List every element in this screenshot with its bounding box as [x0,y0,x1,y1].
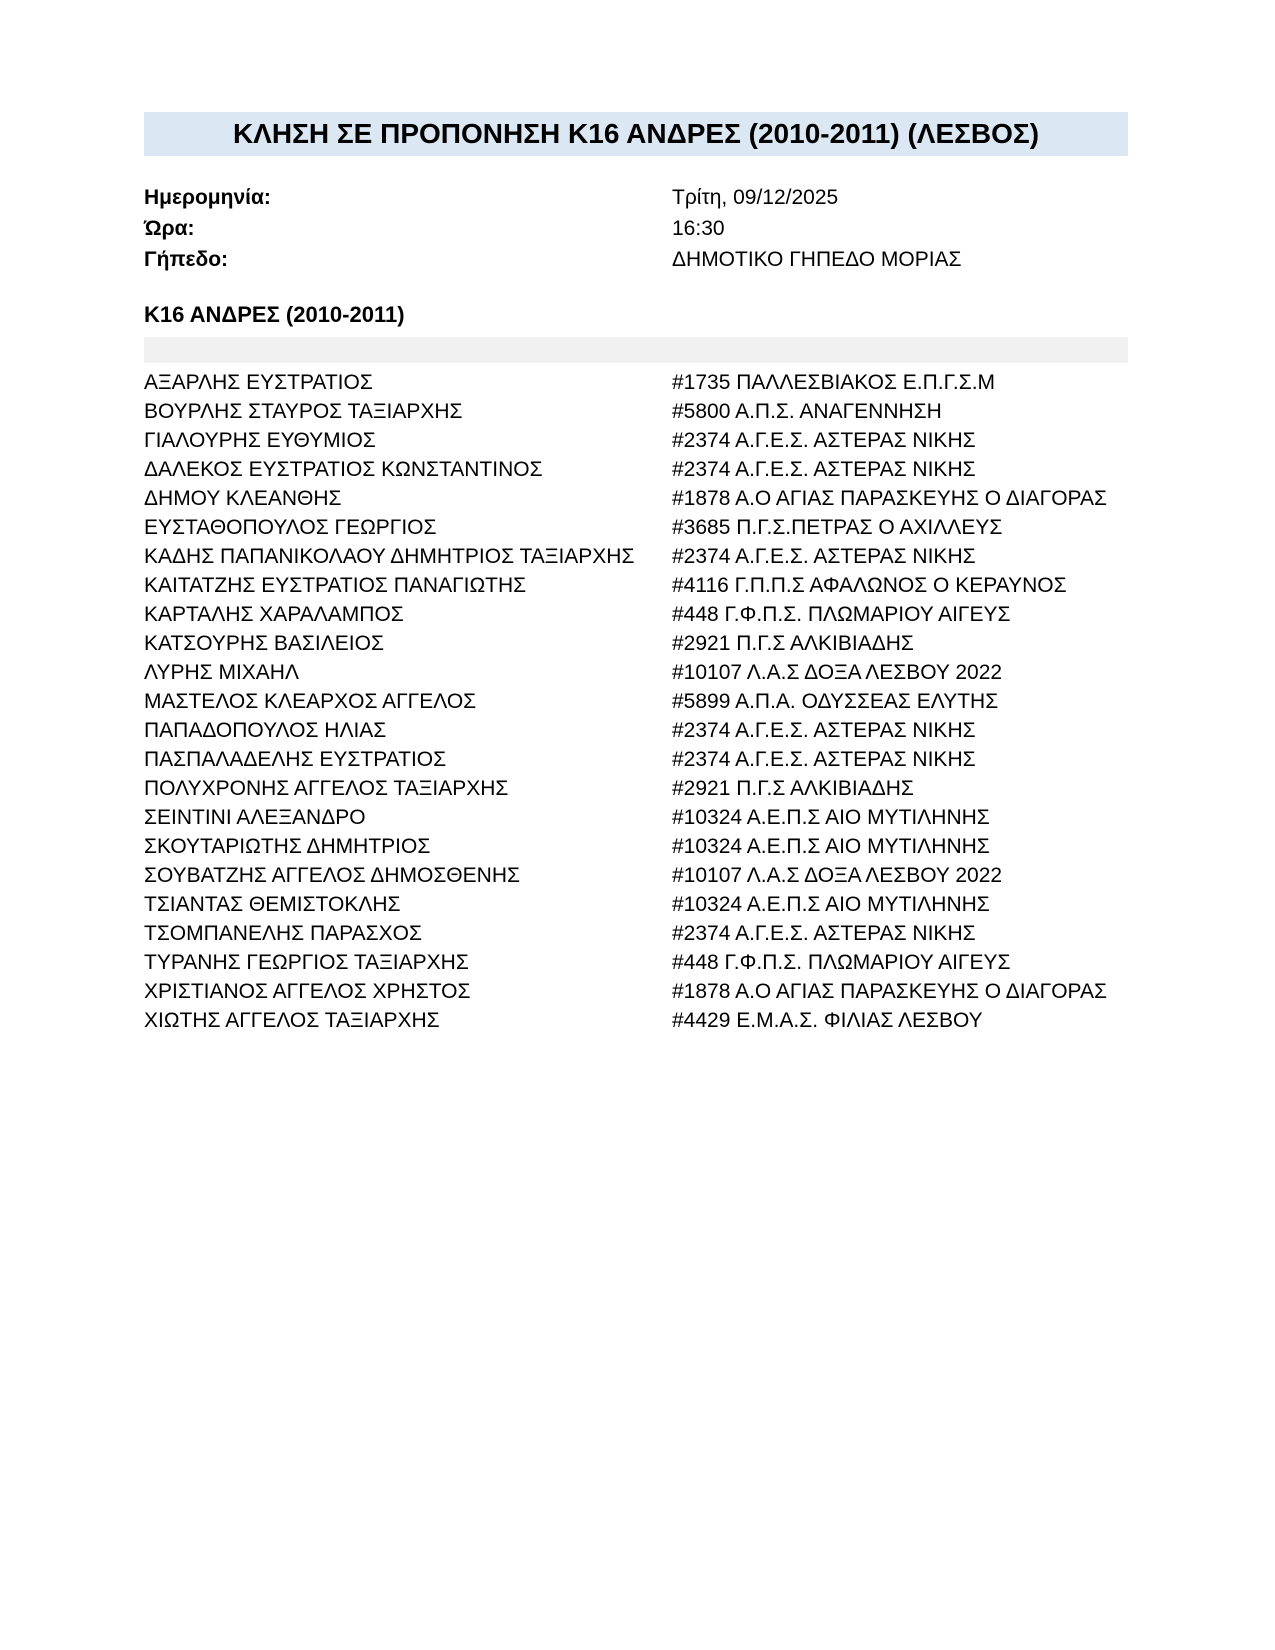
player-row [144,455,1128,484]
player-row [144,919,1128,948]
player-row [144,368,1128,397]
player-name: ΚΑΡΤΑΛΗΣ ΧΑΡΑΛΑΜΠΟΣ [144,603,404,626]
player-row [144,861,1128,890]
player-club: #448 Γ.Φ.Π.Σ. ΠΛΩΜΑΡΙΟΥ ΑΙΓΕΥΣ [672,951,1011,974]
player-row [144,426,1128,455]
player-name: ΧΡΙΣΤΙΑΝΟΣ ΑΓΓΕΛΟΣ ΧΡΗΣΤΟΣ [144,980,471,1003]
detail-label: Ώρα: [144,217,195,240]
player-club: #2374 Α.Γ.Ε.Σ. ΑΣΤΕΡΑΣ ΝΙΚΗΣ [672,748,976,771]
roster-list [144,368,1128,1035]
player-club: #3685 Π.Γ.Σ.ΠΕΤΡΑΣ Ο ΑΧΙΛΛΕΥΣ [672,516,1003,539]
player-name: ΣΕΙΝΤΙΝΙ ΑΛΕΞΑΝΔΡΟ [144,806,366,829]
player-club: #2374 Α.Γ.Ε.Σ. ΑΣΤΕΡΑΣ ΝΙΚΗΣ [672,545,976,568]
player-club: #2921 Π.Γ.Σ ΑΛΚΙΒΙΑΔΗΣ [672,632,914,655]
player-name: ΚΑΔΗΣ ΠΑΠΑΝΙΚΟΛΑΟΥ ΔΗΜΗΤΡΙΟΣ ΤΑΞΙΑΡΧΗΣ [144,545,635,568]
document-title-band [144,112,1128,156]
player-club: #2921 Π.Γ.Σ ΑΛΚΙΒΙΑΔΗΣ [672,777,914,800]
player-row [144,832,1128,861]
player-row [144,687,1128,716]
player-club: #448 Γ.Φ.Π.Σ. ΠΛΩΜΑΡΙΟΥ ΑΙΓΕΥΣ [672,603,1011,626]
player-name: ΑΞΑΡΛΗΣ ΕΥΣΤΡΑΤΙΟΣ [144,371,373,394]
player-row [144,977,1128,1006]
player-name: ΠΑΠΑΔΟΠΟΥΛΟΣ ΗΛΙΑΣ [144,719,387,742]
player-name: ΕΥΣΤΑΘΟΠΟΥΛΟΣ ΓΕΩΡΓΙΟΣ [144,516,437,539]
player-club: #2374 Α.Γ.Ε.Σ. ΑΣΤΕΡΑΣ ΝΙΚΗΣ [672,429,976,452]
player-row [144,803,1128,832]
player-row [144,629,1128,658]
player-row [144,716,1128,745]
player-row [144,571,1128,600]
player-club: #10324 Α.Ε.Π.Σ ΑΙΟ ΜΥΤΙΛΗΝΗΣ [672,893,990,916]
player-name: ΠΟΛΥΧΡΟΝΗΣ ΑΓΓΕΛΟΣ ΤΑΞΙΑΡΧΗΣ [144,777,509,800]
player-club: #2374 Α.Γ.Ε.Σ. ΑΣΤΕΡΑΣ ΝΙΚΗΣ [672,458,976,481]
player-row [144,745,1128,774]
player-club: #5899 Α.Π.Α. ΟΔΥΣΣΕΑΣ ΕΛΥΤΗΣ [672,690,999,713]
player-club: #10324 Α.Ε.Π.Σ ΑΙΟ ΜΥΤΙΛΗΝΗΣ [672,806,990,829]
roster-header-band [144,337,1128,363]
player-name: ΤΥΡΑΝΗΣ ΓΕΩΡΓΙΟΣ ΤΑΞΙΑΡΧΗΣ [144,951,469,974]
player-row [144,774,1128,803]
player-club: #10324 Α.Ε.Π.Σ ΑΙΟ ΜΥΤΙΛΗΝΗΣ [672,835,990,858]
player-row [144,542,1128,571]
player-name: ΚΑΙΤΑΤΖΗΣ ΕΥΣΤΡΑΤΙΟΣ ΠΑΝΑΓΙΩΤΗΣ [144,574,527,597]
detail-label: Ημερομηνία: [144,186,271,209]
detail-value: Τρίτη, 09/12/2025 [672,186,839,209]
detail-row [144,244,1128,275]
player-name: ΔΑΛΕΚΟΣ ΕΥΣΤΡΑΤΙΟΣ ΚΩΝΣΤΑΝΤΙΝΟΣ [144,458,543,481]
player-club: #10107 Λ.Α.Σ ΔΟΞΑ ΛΕΣΒΟΥ 2022 [672,661,1003,684]
player-row [144,948,1128,977]
player-name: ΒΟΥΡΛΗΣ ΣΤΑΥΡΟΣ ΤΑΞΙΑΡΧΗΣ [144,400,463,423]
player-club: #4116 Γ.Π.Π.Σ ΑΦΑΛΩΝΟΣ Ο ΚΕΡΑΥΝΟΣ [672,574,1067,597]
player-row [144,1006,1128,1035]
player-name: ΜΑΣΤΕΛΟΣ ΚΛΕΑΡΧΟΣ ΑΓΓΕΛΟΣ [144,690,477,713]
player-row [144,658,1128,687]
player-club: #5800 Α.Π.Σ. ΑΝΑΓΕΝΝΗΣΗ [672,400,942,423]
player-club: #1878 Α.Ο ΑΓΙΑΣ ΠΑΡΑΣΚΕΥΗΣ Ο ΔΙΑΓΟΡΑΣ [672,980,1107,1003]
detail-value: ΔΗΜΟΤΙΚΟ ΓΗΠΕΔΟ ΜΟΡΙΑΣ [672,248,962,271]
player-row [144,484,1128,513]
player-row [144,890,1128,919]
player-club: #1878 Α.Ο ΑΓΙΑΣ ΠΑΡΑΣΚΕΥΗΣ Ο ΔΙΑΓΟΡΑΣ [672,487,1107,510]
detail-value: 16:30 [672,217,725,240]
player-name: ΣΚΟΥΤΑΡΙΩΤΗΣ ΔΗΜΗΤΡΙΟΣ [144,835,431,858]
player-name: ΧΙΩΤΗΣ ΑΓΓΕΛΟΣ ΤΑΞΙΑΡΧΗΣ [144,1009,440,1032]
player-club: #2374 Α.Γ.Ε.Σ. ΑΣΤΕΡΑΣ ΝΙΚΗΣ [672,922,976,945]
detail-row [144,213,1128,244]
document-title: ΚΛΗΣΗ ΣΕ ΠΡΟΠΟΝΗΣΗ Κ16 ΑΝΔΡΕΣ (2010-2011) (ΛΕΣΒΟΣ) [232,118,1040,149]
player-name: ΠΑΣΠΑΛΑΔΕΛΗΣ ΕΥΣΤΡΑΤΙΟΣ [144,748,447,771]
player-club: #2374 Α.Γ.Ε.Σ. ΑΣΤΕΡΑΣ ΝΙΚΗΣ [672,719,976,742]
detail-row [144,182,1128,213]
player-club: #1735 ΠΑΛΛΕΣΒΙΑΚΟΣ Ε.Π.Γ.Σ.Μ [672,371,996,394]
player-name: ΤΣΟΜΠΑΝΕΛΗΣ ΠΑΡΑΣΧΟΣ [144,922,422,945]
player-row [144,397,1128,426]
player-club: #10107 Λ.Α.Σ ΔΟΞΑ ΛΕΣΒΟΥ 2022 [672,864,1003,887]
player-name: ΔΗΜΟΥ ΚΛΕΑΝΘΗΣ [144,487,342,510]
player-name: ΓΙΑΛΟΥΡΗΣ ΕΥΘΥΜΙΟΣ [144,429,376,452]
player-row [144,513,1128,542]
player-name: ΚΑΤΣΟΥΡΗΣ ΒΑΣΙΛΕΙΟΣ [144,632,384,655]
player-row [144,600,1128,629]
player-name: ΛΥΡΗΣ ΜΙΧΑΗΛ [144,661,299,684]
player-name: ΣΟΥΒΑΤΖΗΣ ΑΓΓΕΛΟΣ ΔΗΜΟΣΘΕΝΗΣ [144,864,520,887]
detail-label: Γήπεδο: [144,248,229,271]
document-content [144,112,1128,1035]
player-name: ΤΣΙΑΝΤΑΣ ΘΕΜΙΣΤΟΚΛΗΣ [144,893,401,916]
roster-heading: Κ16 ΑΝΔΡΕΣ (2010-2011) [144,302,405,327]
session-details [144,182,1128,275]
player-club: #4429 Ε.Μ.Α.Σ. ΦΙΛΙΑΣ ΛΕΣΒΟΥ [672,1009,983,1032]
